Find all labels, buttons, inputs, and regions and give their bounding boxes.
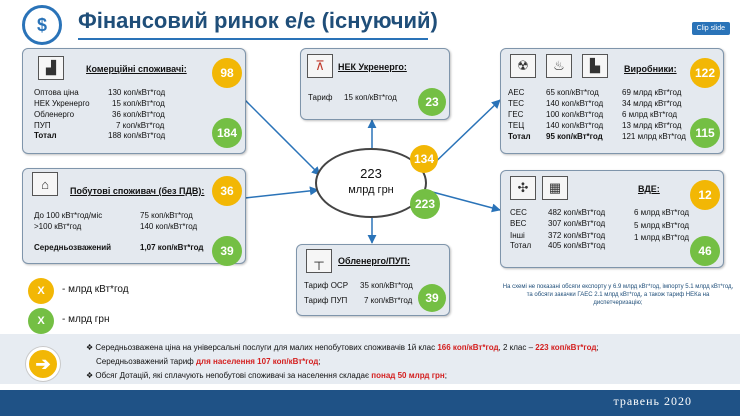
producers-money-badge: 115 — [690, 118, 720, 148]
arrow-right-icon: ➔ — [26, 347, 60, 381]
producers-title: Виробники: — [624, 64, 677, 74]
summary-text: Середньозважена ціна на універсальні послуги для малих непобутових споживачів 1й клас — [95, 343, 438, 352]
nek-tariff-label: Тариф — [308, 93, 333, 102]
commercial-title: Комерційні споживачі: — [86, 64, 187, 74]
oblenergo-row-value: 7 коп/кВт*год — [364, 296, 413, 305]
nek-title: НЕК Укренерго: — [338, 62, 407, 72]
household-row-label: До 100 кВт*год/міс — [34, 211, 103, 220]
summary-text: ; — [318, 357, 321, 366]
summary-text: Обсяг Дотацій, які сплачують непобутові споживачі за населення складає — [95, 371, 372, 380]
legend-orange-text: - млрд кВт*год — [62, 284, 129, 295]
footnote: На схемі не показані обсяги експорту у 6.9 млрд кВт*год, імпорту 5.1 млрд кВт*год, та обсяги закачки ГАЕС 2.1 млрд кВт*год, а також тариф НЕКа на диспетчеризацію; — [502, 284, 734, 307]
household-volume-badge: 36 — [212, 176, 242, 206]
household-row-value: 140 коп/кВт*год — [140, 222, 198, 231]
renewables-row-value: 307 коп/кВт*год — [548, 219, 606, 228]
renewables-row-value: 482 коп/кВт*год — [548, 208, 606, 217]
summary-line-1 — [86, 343, 599, 352]
summary-text: Середньозважений тариф — [96, 357, 196, 366]
producers-row-volume: 34 млрд кВт*год — [622, 99, 682, 108]
wind-turbine-icon: ✣ — [510, 176, 536, 200]
renewables-row-label: Тотал — [510, 241, 532, 250]
gear-dollar-icon: $ — [22, 5, 62, 45]
legend-green-text: - млрд грн — [62, 314, 110, 325]
thermal-plant-icon: ♨ — [546, 54, 572, 78]
producers-row-label: Тотал — [508, 132, 531, 141]
summary-text: , 2 клас – — [498, 343, 536, 352]
commercial-row-value: 15 коп/кВт*год — [112, 99, 165, 108]
oblenergo-title: Обленерго/ПУП: — [338, 256, 411, 266]
household-money-badge: 39 — [212, 236, 242, 266]
house-icon: ⌂ — [32, 172, 58, 196]
producers-row-label: АЕС — [508, 88, 525, 97]
commercial-row-label: ПУП — [34, 121, 51, 130]
nuclear-plant-icon: ☢ — [510, 54, 536, 78]
summary-highlight: 166 коп/кВт*год — [437, 343, 499, 352]
summary-line-2 — [96, 357, 321, 366]
summary-highlight: 223 коп/кВт*год — [535, 343, 597, 352]
renewables-money-badge: 46 — [690, 236, 720, 266]
oblenergo-row-label: Тариф ОСР — [304, 281, 349, 290]
producers-row-volume: 13 млрд кВт*год — [622, 121, 682, 130]
legend-orange-marker: Х — [28, 278, 54, 304]
market-total-value: 223 — [360, 166, 382, 181]
producers-row-volume: 6 млрд кВт*год — [622, 110, 678, 119]
nek-money-badge: 23 — [418, 88, 446, 116]
household-row-value: 75 коп/кВт*год — [140, 211, 193, 220]
commercial-row-label: Оптова ціна — [34, 88, 79, 97]
page-title: Фінансовий ринок е/е (існуючий) — [78, 8, 438, 33]
footer-date: травень 2020 — [613, 394, 692, 408]
commercial-money-badge: 184 — [212, 118, 242, 148]
commercial-row-value: 36 коп/кВт*год — [112, 110, 165, 119]
renewables-row-value: 405 коп/кВт*год — [548, 241, 606, 250]
renewables-row-label: Інші — [510, 231, 525, 240]
renewables-row-volume: 1 млрд кВт*год — [634, 233, 690, 242]
producers-row-value: 140 коп/кВт*год — [546, 99, 604, 108]
producers-row-label: ТЕЦ — [508, 121, 525, 130]
renewables-row-label: СЕС — [510, 208, 527, 217]
renewables-row-value: 372 коп/кВт*год — [548, 231, 606, 240]
renewables-title: ВДЕ: — [638, 184, 660, 194]
commercial-row-label: НЕК Укренерго — [34, 99, 90, 108]
summary-text: ; — [596, 343, 599, 352]
renewables-row-label: ВЕС — [510, 219, 527, 228]
summary-highlight: понад 50 млрд грн — [371, 371, 445, 380]
commercial-row-value: 188 коп/кВт*год — [108, 131, 166, 140]
household-title: Побутові споживач (без ПДВ): — [70, 186, 205, 196]
summary-text: ; — [444, 371, 447, 380]
legend-green-marker: Х — [28, 308, 54, 334]
producers-row-value: 140 коп/кВт*год — [546, 121, 604, 130]
oblenergo-row-value: 35 коп/кВт*год — [360, 281, 413, 290]
bullet-icon: ❖ — [86, 343, 96, 352]
renewables-volume-badge: 12 — [690, 180, 720, 210]
nek-tariff-value: 15 коп/кВт*год — [344, 93, 397, 102]
bullet-icon: ❖ — [86, 371, 96, 380]
household-row-value: 1,07 коп/кВт*год — [140, 243, 204, 252]
producers-row-value: 100 коп/кВт*год — [546, 110, 604, 119]
producers-row-volume: 121 млрд кВт*год — [622, 132, 686, 141]
renewables-row-volume: 5 млрд кВт*год — [634, 221, 690, 230]
producers-row-volume: 69 млрд кВт*год — [622, 88, 682, 97]
summary-line-3 — [86, 371, 447, 380]
oblenergo-row-label: Тариф ПУП — [304, 296, 348, 305]
factory-icon: ▟ — [38, 56, 64, 80]
market-volume-badge: 134 — [410, 145, 438, 173]
commercial-row-value: 130 коп/кВт*год — [108, 88, 166, 97]
pylon-icon: ⊼ — [307, 54, 333, 78]
commercial-row-label: Тотал — [34, 131, 57, 140]
producers-row-label: ТЕС — [508, 99, 524, 108]
producers-volume-badge: 122 — [690, 58, 720, 88]
producers-row-value: 65 коп/кВт*год — [546, 88, 599, 97]
summary-highlight: для населення 107 коп/кВт*год — [195, 357, 319, 366]
power-plant-icon: ▙ — [582, 54, 608, 78]
solar-panel-icon: ▦ — [542, 176, 568, 200]
arrow-household-to-center — [245, 190, 318, 198]
household-row-label: >100 кВт*год — [34, 222, 82, 231]
producers-row-label: ГЕС — [508, 110, 524, 119]
clip-slide-button[interactable]: Clip slide — [692, 22, 730, 35]
power-pole-icon: ┬ — [306, 249, 332, 273]
market-money-badge: 223 — [410, 189, 440, 219]
market-total-unit: млрд грн — [348, 184, 394, 196]
household-row-label: Середньозважений — [34, 243, 112, 252]
producers-row-value: 95 коп/кВт*год — [546, 132, 603, 141]
commercial-row-value: 7 коп/кВт*год — [116, 121, 165, 130]
commercial-row-label: Обленерго — [34, 110, 75, 119]
renewables-row-volume: 6 млрд кВт*год — [634, 208, 690, 217]
oblenergo-money-badge: 39 — [418, 284, 446, 312]
commercial-volume-badge: 98 — [212, 58, 242, 88]
